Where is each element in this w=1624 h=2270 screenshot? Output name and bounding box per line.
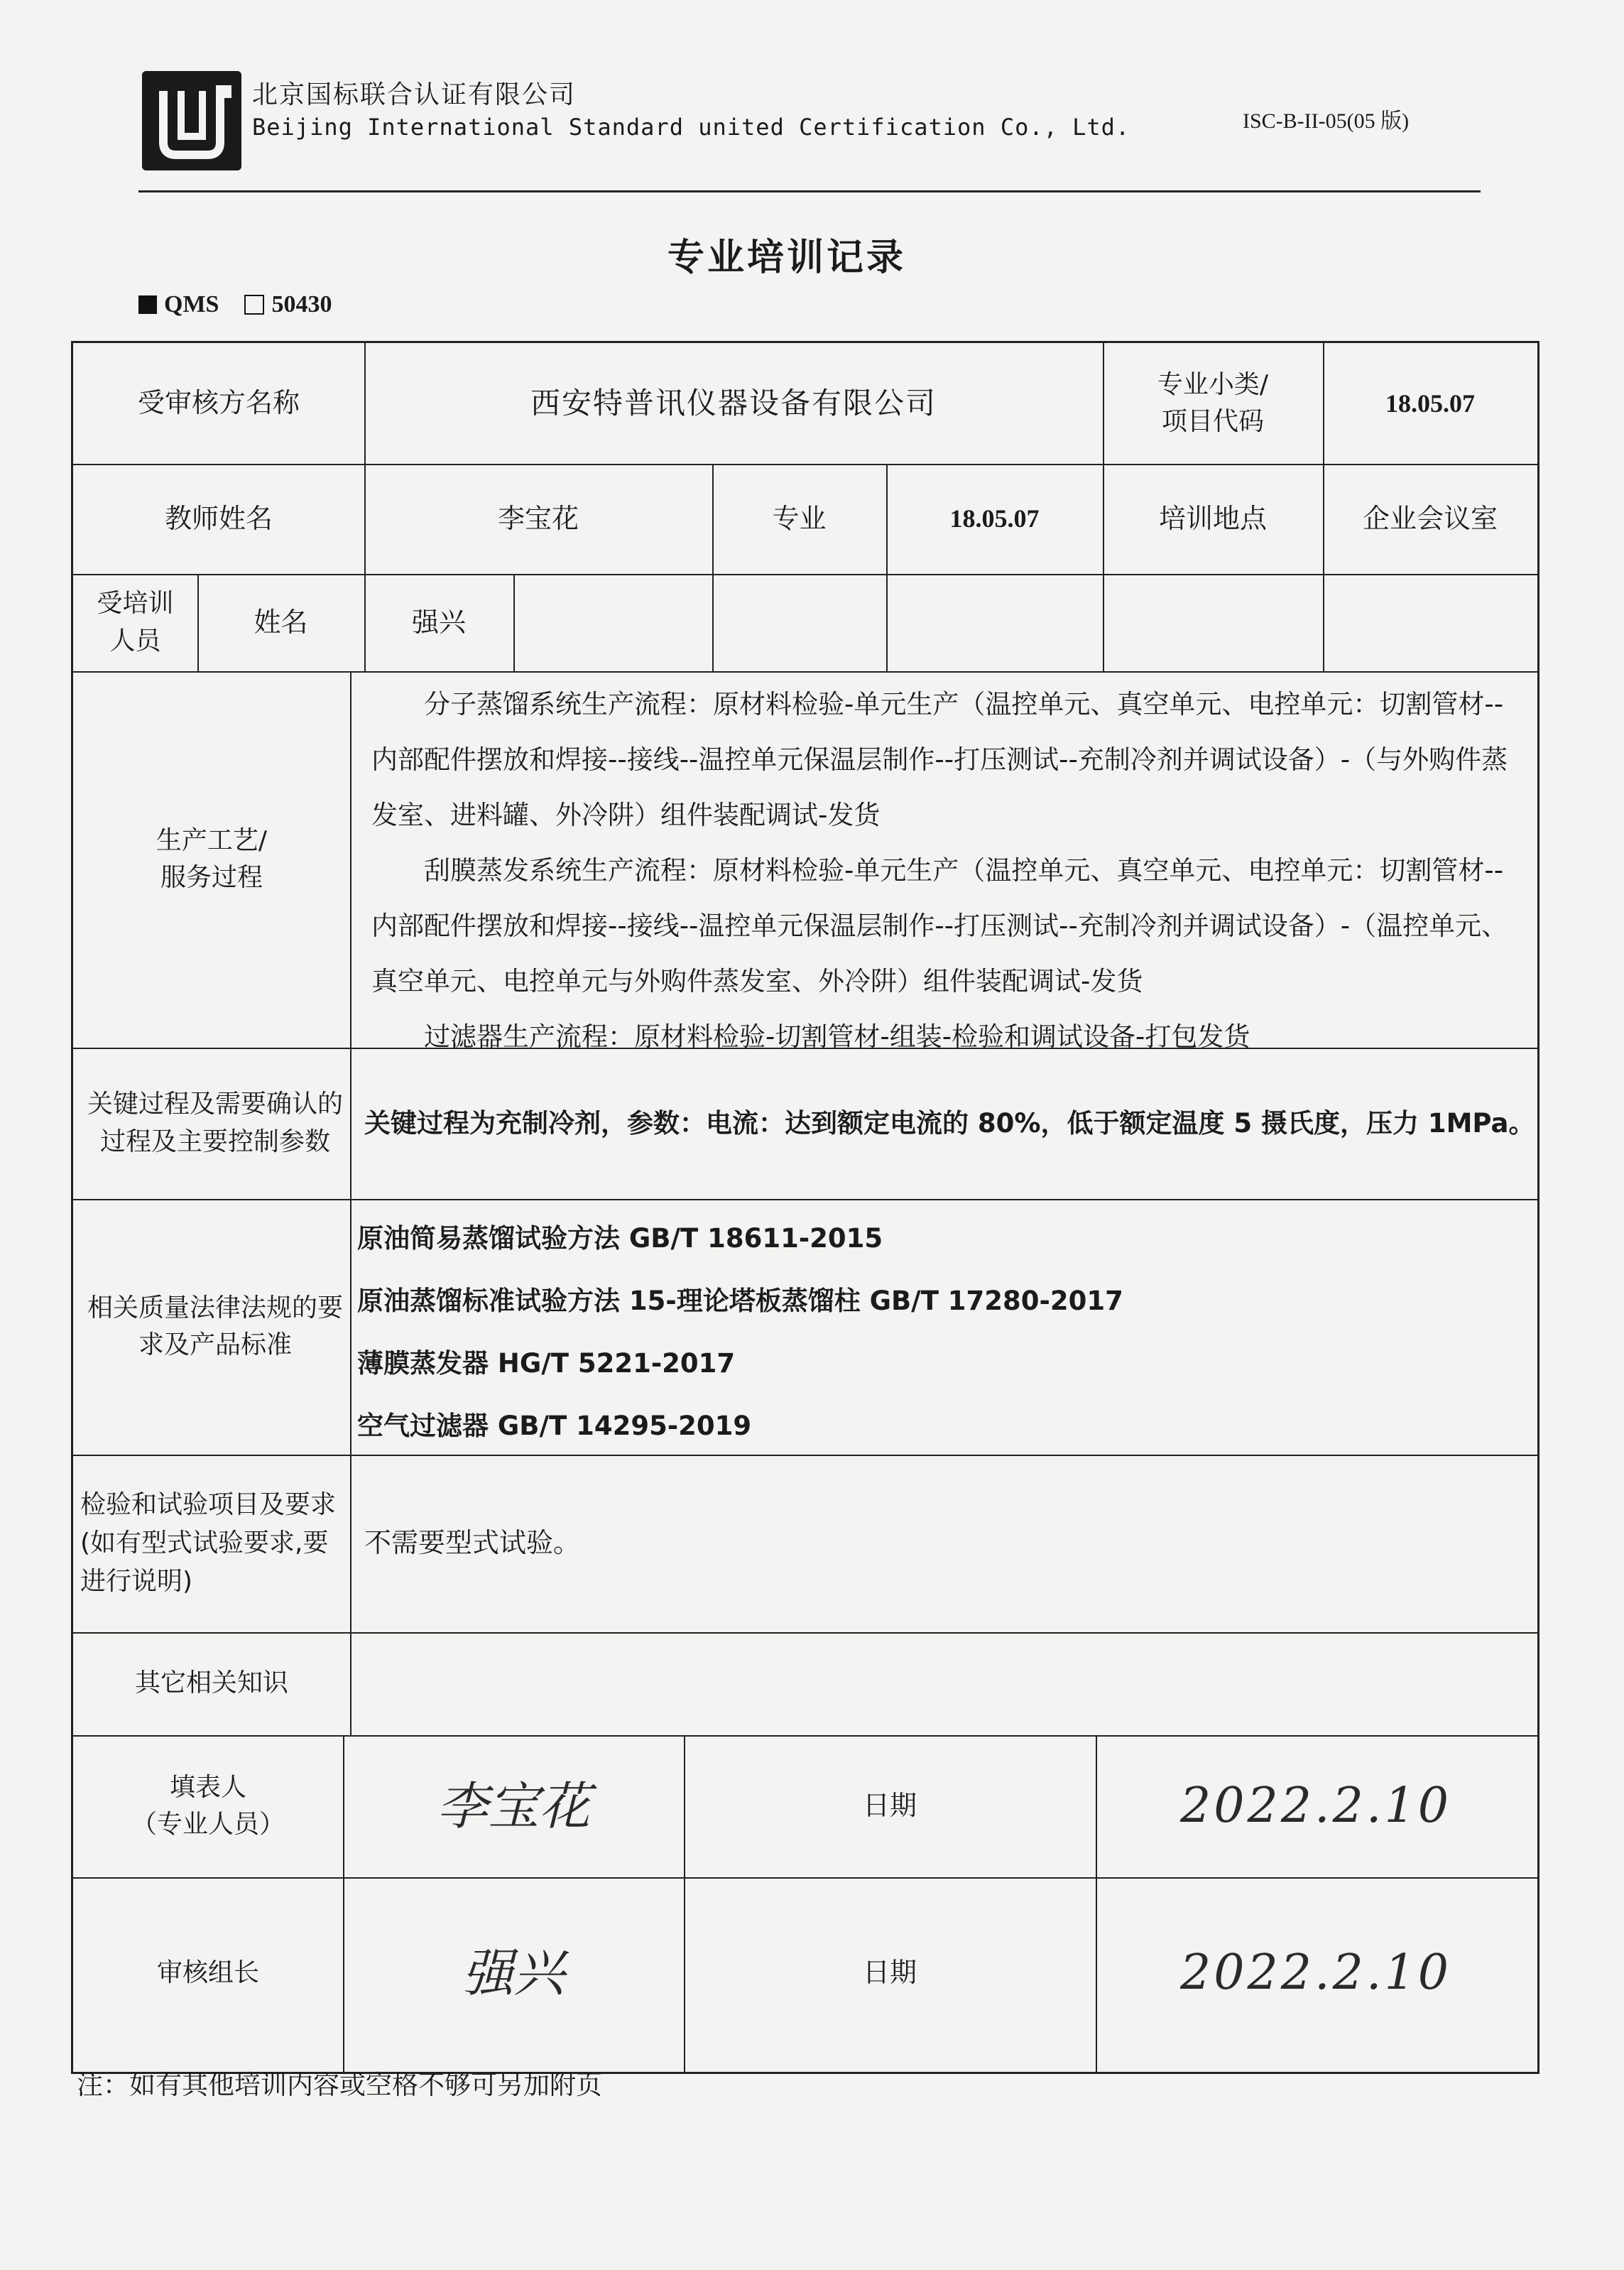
standards-label: 相关质量法律法规的要求及产品标准 bbox=[87, 1293, 343, 1359]
subcategory-value: 18.05.07 bbox=[1385, 389, 1475, 418]
other-standard-label: 50430 bbox=[271, 291, 332, 317]
footnote: 注：如有其他培训内容或空格不够可另加附页 bbox=[77, 2070, 602, 2100]
location-value: 企业会议室 bbox=[1362, 502, 1498, 534]
company-logo-icon bbox=[142, 71, 241, 170]
qms-label: QMS bbox=[164, 291, 219, 317]
key-process-value: 关键过程为充制冷剂，参数：电流：达到额定电流的 80%，低于额定温度 5 摄氏度，压力 1MPa。 bbox=[364, 1107, 1535, 1139]
filler-signature: 李宝花 bbox=[436, 1776, 590, 1836]
filler-label: 填表人 （专业人员） bbox=[131, 1772, 285, 1839]
specialty-label: 专业 bbox=[772, 502, 827, 534]
process-description bbox=[371, 677, 1522, 1065]
trainee-name-label: 姓名 bbox=[254, 606, 308, 638]
reviewer-date: 2022.2.10 bbox=[1179, 1944, 1452, 2001]
inspection-label: 检验和试验项目及要求(如有型式试验要求,要进行说明) bbox=[80, 1490, 337, 1596]
standard-item: 原油蒸馏标准试验方法 15-理论塔板蒸馏柱 GB/T 17280-2017 bbox=[357, 1286, 1123, 1316]
reviewer-date-label: 日期 bbox=[862, 1957, 917, 1989]
other-knowledge-value bbox=[364, 1632, 1536, 1735]
location-label: 培训地点 bbox=[1158, 502, 1267, 534]
auditee-label: 受审核方名称 bbox=[137, 387, 300, 419]
other-standard-checkbox[interactable] bbox=[244, 295, 264, 315]
process-label: 生产工艺/ 服务过程 bbox=[156, 825, 268, 892]
standard-item: 薄膜蒸发器 HG/T 5221-2017 bbox=[357, 1348, 736, 1379]
page-title: 专业培训记录 bbox=[667, 237, 907, 279]
other-knowledge-label: 其它相关知识 bbox=[134, 1668, 288, 1698]
inspection-value: 不需要型式试验。 bbox=[364, 1527, 581, 1559]
header-divider bbox=[138, 190, 1481, 192]
subcategory-label: 专业小类/ 项目代码 bbox=[1157, 369, 1269, 436]
trainee-label: 受培训 人员 bbox=[97, 589, 174, 656]
qms-checkbox-checked[interactable] bbox=[138, 295, 157, 314]
trainee-name-value: 强兴 bbox=[411, 606, 466, 638]
company-name-cn: 北京国标联合认证有限公司 bbox=[252, 80, 577, 109]
process-paragraph: 过滤器生产流程：原材料检验-切割管材-组装-检验和调试设备-打包发货 bbox=[424, 1021, 1250, 1052]
company-name-en: Beijing International Standard united Certification Co., Ltd. bbox=[252, 114, 1130, 141]
document-code: ISC-B-II-05(05 版) bbox=[1243, 109, 1410, 133]
teacher-value: 李宝花 bbox=[497, 502, 579, 534]
specialty-value: 18.05.07 bbox=[949, 504, 1040, 533]
filler-date: 2022.2.10 bbox=[1179, 1777, 1452, 1834]
teacher-label: 教师姓名 bbox=[164, 502, 273, 534]
standard-item: 空气过滤器 GB/T 14295-2019 bbox=[357, 1411, 752, 1441]
standard-checkboxes bbox=[138, 291, 332, 318]
training-record-form bbox=[71, 341, 1539, 2074]
key-process-label: 关键过程及需要确认的过程及主要控制参数 bbox=[87, 1090, 343, 1156]
standard-item: 原油简易蒸馏试验方法 GB/T 18611-2015 bbox=[357, 1223, 883, 1254]
process-paragraph: 刮膜蒸发系统生产流程：原材料检验-单元生产（温控单元、真空单元、电控单元：切割管材--内部配件摆放和焊接--接线--温控单元保温层制作--打压测试--充制冷剂并调试设备）-（温控单元、真空单元、电控单元与外购件蒸发室、外冷阱）组件装配调试-发货 bbox=[371, 855, 1508, 996]
reviewer-label: 审核组长 bbox=[156, 1957, 259, 1987]
auditee-value: 西安特普讯仪器设备有限公司 bbox=[530, 385, 937, 420]
process-paragraph: 分子蒸馏系统生产流程：原材料检验-单元生产（温控单元、真空单元、电控单元：切割管材--内部配件摆放和焊接--接线--温控单元保温层制作--打压测试--充制冷剂并调试设备）-（与外购件蒸发室、进料罐、外冷阱）组件装配调试-发货 bbox=[371, 689, 1508, 830]
filler-date-label: 日期 bbox=[862, 1790, 917, 1822]
reviewer-signature: 强兴 bbox=[462, 1943, 565, 2003]
